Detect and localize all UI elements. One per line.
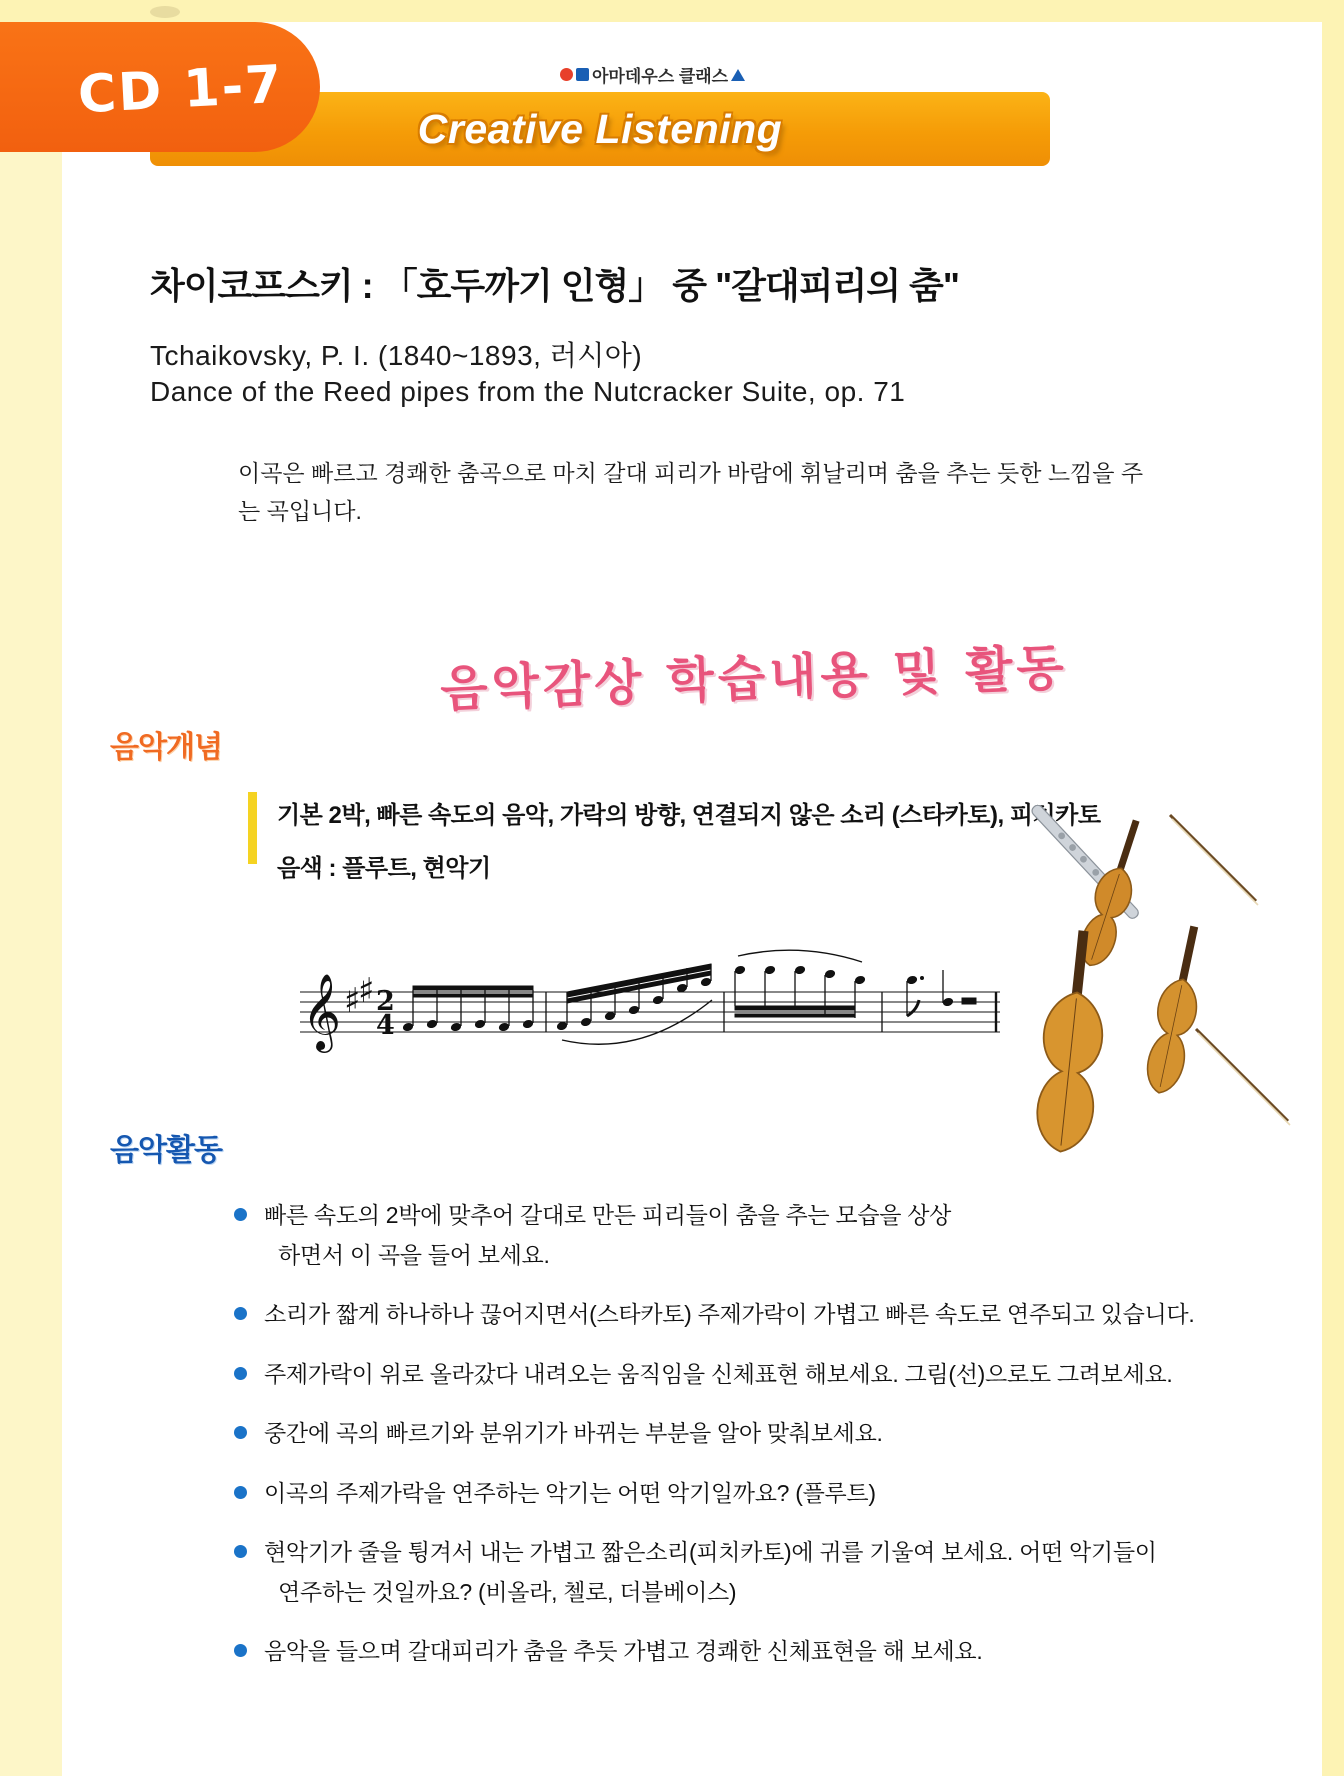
activity-list [232,1196,1312,1692]
work-korean-title: 차이코프스키 : 「호두까기 인형」 중 "갈대피리의 춤" [150,265,959,306]
page-title: Creative Listening [417,105,783,152]
list-item-text: 빠른 속도의 2박에 맞추어 갈대로 만든 피리들이 춤을 추는 모습을 상상 [264,1202,952,1228]
svg-text:𝄞: 𝄞 [302,973,342,1050]
music-score-staff [300,940,1000,1080]
list-item-text: 주제가락이 위로 올라갔다 내려오는 움직임을 신체표현 해보세요. 그림(선)으로도 그려보세요. [264,1360,1173,1387]
list-item-text: 이곡의 주제가락을 연주하는 악기는 어떤 악기일까요? (플루트) [264,1479,876,1506]
cd-track-badge [0,22,320,152]
brand-dot-icon [560,68,573,81]
list-item [232,1196,1312,1275]
bullet-dot-icon [234,1486,247,1499]
section-heading-handwritten: 음악감상 학습내용 및 활동 [439,639,1069,718]
list-item [232,1295,1312,1335]
brand-square-icon [576,68,589,81]
brand-label: 아마데우스 클래스 [592,67,729,86]
work-intro-paragraph: 이곡은 빠르고 경쾌한 춤곡으로 마치 갈대 피리가 바람에 휘날리며 춤을 추는 듯한 느낌을 주는 곡입니다. [238,460,1144,524]
svg-text:♯: ♯ [344,981,361,1021]
left-yellow-band [0,0,62,1776]
list-item-text: 소리가 짧게 하나하나 끊어지면서(스타카토) 주제가락이 가볍고 빠른 속도로 연주되고 있습니다. [264,1301,1195,1328]
list-item [232,1632,1312,1672]
scan-artifact [150,6,180,18]
concept-accent-bar [248,792,257,864]
bullet-dot-icon [234,1426,247,1439]
svg-text:♯: ♯ [358,971,375,1011]
list-item-continuation: 하면서 이 곡을 들어 보세요. [278,1241,550,1268]
bullet-dot-icon [234,1644,247,1657]
list-item [232,1533,1312,1612]
bullet-dot-icon [234,1367,247,1380]
list-item [232,1355,1312,1395]
viola-icon [1141,923,1214,1097]
section-label-music-activity: 음악활동 [110,1134,222,1167]
work-composer: Tchaikovsky, P. I. (1840~1893, 러시아) [150,340,643,371]
section-label-music-concept: 음악개념 [110,731,222,764]
svg-text:4: 4 [376,1010,395,1041]
right-yellow-band [1322,0,1344,1776]
concept-text-line-1: 기본 2박, 빠른 속도의 음악, 가락의 방향, 연결되지 않은 소리 (스타카토), 피치카토 [277,802,1101,829]
work-english-title: Dance of the Reed pipes from the Nutcracker Suite, op. 71 [150,376,906,407]
top-yellow-band [0,0,1344,22]
list-item-text: 음악을 들으며 갈대피리가 춤을 추듯 가볍고 경쾌한 신체표현을 해 보세요. [264,1638,983,1665]
list-item [232,1414,1312,1454]
list-item-continuation: 연주하는 것일까요? (비올라, 첼로, 더블베이스) [278,1578,737,1605]
cd-track-label: CD 1-7 [76,54,285,126]
concept-text-line-2: 음색 : 플루트, 현악기 [277,855,491,882]
brand-triangle-icon [731,69,745,81]
svg-text:2: 2 [376,986,395,1017]
brand-mark [560,62,745,87]
list-item-text: 현악기가 줄을 튕겨서 내는 가볍고 짧은소리(피치카토)에 귀를 기울여 보세요. 어떤 악기들이 [264,1539,1157,1566]
bullet-dot-icon [234,1307,247,1320]
bullet-dot-icon [234,1545,247,1558]
bullet-dot-icon [234,1208,247,1221]
list-item-text: 중간에 곡의 빠르기와 분위기가 바뀌는 부분을 알아 맞춰보세요. [264,1420,883,1447]
list-item [232,1474,1312,1514]
instruments-illustration [1020,805,1320,1165]
